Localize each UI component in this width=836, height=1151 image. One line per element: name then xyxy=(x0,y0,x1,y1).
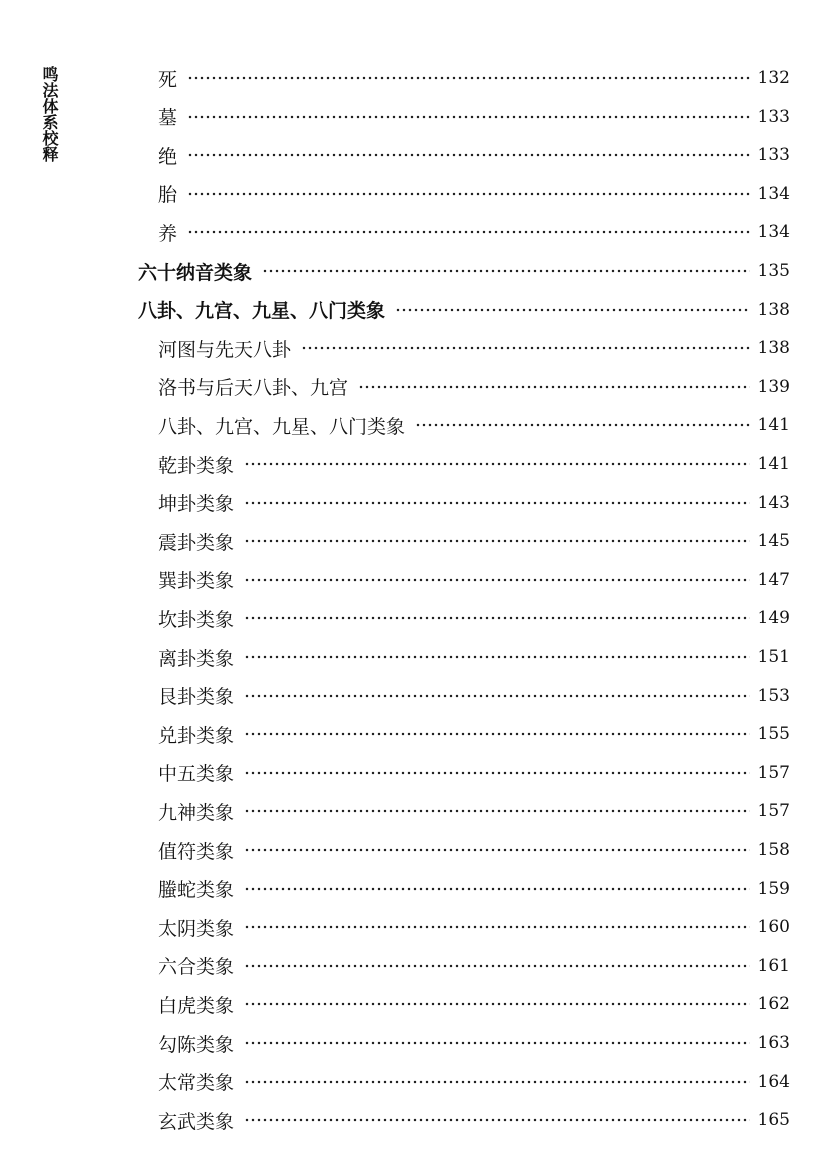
toc-entry-page-number: 139 xyxy=(757,376,790,397)
toc-entry xyxy=(158,333,790,363)
toc-entry-label: 值符类象 xyxy=(158,840,235,863)
toc-entry-page-number: 134 xyxy=(757,222,790,243)
toc-entry-label: 艮卦类象 xyxy=(158,686,235,709)
toc-entry-label: 八卦、九宫、九星、八门类象 xyxy=(138,300,386,323)
toc-entry-label: 洛书与后天八卦、九宫 xyxy=(158,377,349,400)
dot-leader xyxy=(301,333,750,363)
toc-entry-page-number: 151 xyxy=(757,647,790,667)
toc-entry-page-number: 141 xyxy=(757,454,790,474)
toc-entry-page-number: 134 xyxy=(757,183,790,204)
dot-leader xyxy=(187,63,750,93)
dot-leader xyxy=(244,1028,750,1058)
dot-leader xyxy=(244,912,750,942)
toc-entry-label: 八卦、九宫、九星、八门类象 xyxy=(158,415,406,438)
toc-entry-label: 死 xyxy=(158,68,178,91)
toc-entry xyxy=(158,989,790,1019)
dot-leader xyxy=(244,758,750,788)
toc-entry-page-number: 138 xyxy=(757,338,790,359)
toc-entry xyxy=(158,1067,790,1097)
toc-entry xyxy=(158,565,790,595)
dot-leader xyxy=(244,719,750,749)
dot-leader xyxy=(244,835,750,865)
toc-entry xyxy=(158,526,790,556)
dot-leader xyxy=(244,565,750,595)
dot-leader xyxy=(244,951,750,981)
toc-entry-label: 坤卦类象 xyxy=(158,493,235,516)
toc-entry-page-number: 164 xyxy=(757,1071,790,1092)
running-header-title: 鸣法体系校释 xyxy=(40,66,59,162)
toc-entry-label: 螣蛇类象 xyxy=(158,879,235,902)
dot-leader xyxy=(244,642,750,672)
toc-entry xyxy=(158,217,790,247)
dot-leader xyxy=(244,603,750,633)
dot-leader xyxy=(187,102,750,132)
toc-entry-label: 胎 xyxy=(158,184,178,207)
dot-leader xyxy=(395,295,750,325)
toc-entry xyxy=(138,295,790,325)
dot-leader xyxy=(244,449,750,479)
toc-entry xyxy=(158,63,790,93)
toc-entry-page-number: 143 xyxy=(757,492,790,513)
toc-entry-page-number: 132 xyxy=(757,68,790,88)
dot-leader xyxy=(187,140,750,170)
toc-entry xyxy=(138,256,790,286)
toc-entry-page-number: 149 xyxy=(757,608,790,629)
toc-entry-page-number: 141 xyxy=(757,415,790,436)
toc-entry-page-number: 159 xyxy=(757,878,790,899)
toc-entry-page-number: 157 xyxy=(757,801,790,822)
toc-entry-label: 太阴类象 xyxy=(158,917,235,940)
toc-entry-label: 坎卦类象 xyxy=(158,608,235,631)
toc-entry-page-number: 157 xyxy=(757,762,790,783)
toc-entry xyxy=(158,488,790,518)
toc-entry-label: 玄武类象 xyxy=(158,1110,235,1133)
toc-entry-label: 中五类象 xyxy=(158,763,235,786)
toc-entry-label: 六十纳音类象 xyxy=(138,261,253,284)
toc-entry xyxy=(158,1105,790,1135)
toc-entry-page-number: 165 xyxy=(757,1110,790,1131)
toc-entry xyxy=(158,1028,790,1058)
toc-entry-label: 墓 xyxy=(158,107,178,130)
toc-entry xyxy=(158,140,790,170)
dot-leader xyxy=(244,681,750,711)
toc-entry xyxy=(158,719,790,749)
dot-leader xyxy=(244,796,750,826)
toc-entry-label: 兑卦类象 xyxy=(158,724,235,747)
toc-entry xyxy=(158,410,790,440)
toc-entry-page-number: 153 xyxy=(757,685,790,706)
dot-leader xyxy=(244,526,750,556)
toc-entry-label: 六合类象 xyxy=(158,956,235,979)
toc-entry-page-number: 145 xyxy=(757,531,790,552)
toc-entry xyxy=(158,449,790,479)
toc-entry-page-number: 161 xyxy=(757,955,790,976)
toc-entry-label: 乾卦类象 xyxy=(158,454,235,477)
toc-entry-label: 离卦类象 xyxy=(158,647,235,670)
dot-leader xyxy=(358,372,750,402)
toc-entry-page-number: 162 xyxy=(757,994,790,1015)
dot-leader xyxy=(187,217,750,247)
toc-entry xyxy=(158,758,790,788)
toc-entry-page-number: 133 xyxy=(757,106,790,127)
toc-entry xyxy=(158,874,790,904)
toc-entry-page-number: 147 xyxy=(757,569,790,590)
toc-entry xyxy=(158,951,790,981)
dot-leader xyxy=(244,874,750,904)
toc-entry-page-number: 158 xyxy=(757,840,790,860)
dot-leader xyxy=(262,256,750,286)
toc-entry-page-number: 135 xyxy=(757,261,790,281)
dot-leader xyxy=(244,989,750,1019)
toc-entry xyxy=(158,603,790,633)
toc-entry xyxy=(158,681,790,711)
dot-leader xyxy=(244,1067,750,1097)
toc-entry-page-number: 163 xyxy=(757,1033,790,1053)
toc-entry-label: 白虎类象 xyxy=(158,994,235,1017)
toc-entry-label: 震卦类象 xyxy=(158,531,235,554)
toc-entry xyxy=(158,102,790,132)
toc-entry xyxy=(158,179,790,209)
dot-leader xyxy=(187,179,750,209)
toc-entry-label: 勾陈类象 xyxy=(158,1033,235,1056)
toc-entry xyxy=(158,796,790,826)
toc-entry-label: 河图与先天八卦 xyxy=(158,338,292,361)
toc-entry-page-number: 133 xyxy=(757,145,790,166)
dot-leader xyxy=(415,410,750,440)
toc-entry xyxy=(158,372,790,402)
toc-entry-page-number: 138 xyxy=(757,299,790,320)
toc-entry-label: 九神类象 xyxy=(158,801,235,824)
toc-entry-page-number: 155 xyxy=(757,724,790,745)
toc-entry-page-number: 160 xyxy=(757,917,790,938)
toc-entry xyxy=(158,642,790,672)
dot-leader xyxy=(244,1105,750,1135)
toc-entry xyxy=(158,912,790,942)
toc-entry xyxy=(158,835,790,865)
toc-entry-label: 养 xyxy=(158,222,178,245)
toc-entry-label: 巽卦类象 xyxy=(158,570,235,593)
toc-entry-label: 绝 xyxy=(158,145,178,168)
dot-leader xyxy=(244,488,750,518)
toc-entry-label: 太常类象 xyxy=(158,1072,235,1095)
